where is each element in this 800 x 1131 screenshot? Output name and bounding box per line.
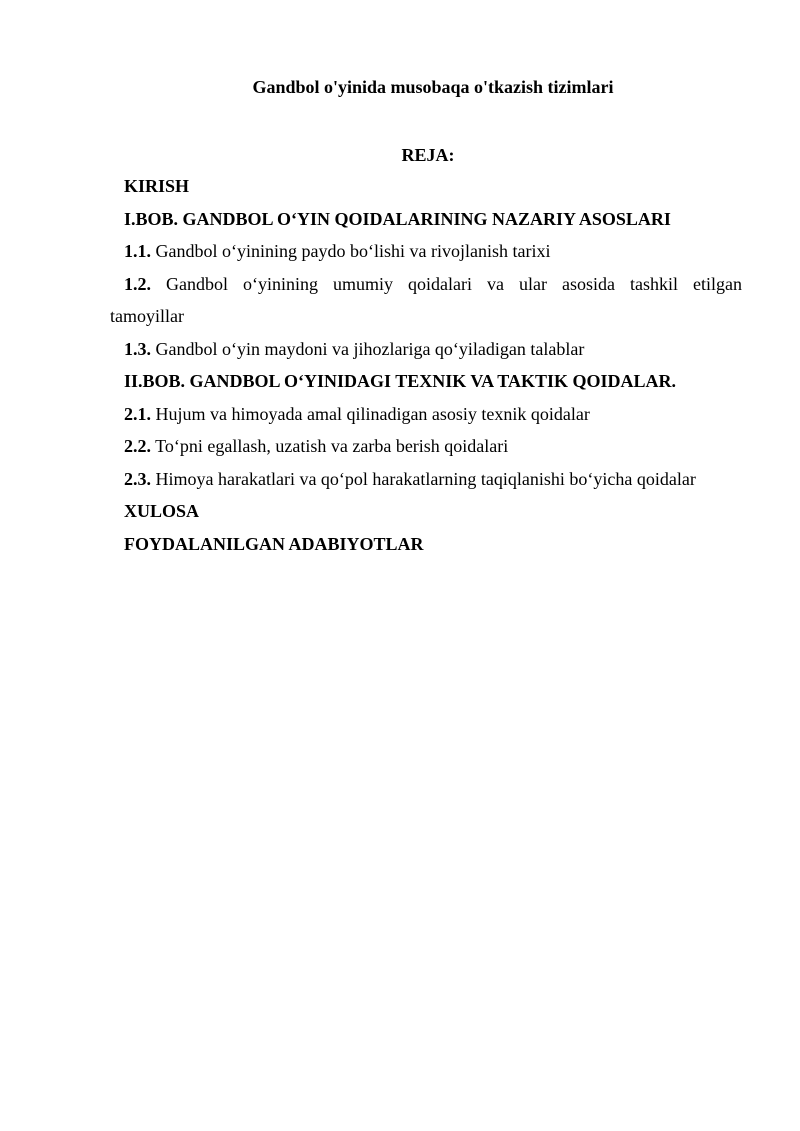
toc-item-1-1 [114, 239, 742, 272]
toc-item-label: XULOSA [124, 501, 200, 521]
toc-item-2-3 [114, 467, 742, 500]
toc-item-1-3 [114, 337, 742, 370]
toc-item-chapter-2 [114, 369, 742, 402]
toc-item-1-2 [114, 272, 742, 305]
toc-item-label: II.BOB. GANDBOL O‘YINIDAGI TEXNIK VA TAKTIK QOIDALAR. [124, 371, 676, 391]
toc-item-introduction [114, 174, 742, 207]
toc-item-number: 2.1. [124, 403, 151, 424]
toc-item-references [114, 532, 742, 565]
toc-item-2-1 [114, 402, 742, 435]
toc-item-number: 1.3. [124, 338, 151, 359]
toc-item-chapter-1 [114, 207, 742, 240]
toc-item-label: To‘pni egallash, uzatish va zarba berish qoidalari [151, 436, 509, 456]
toc-item-number: 2.2. [124, 436, 151, 456]
toc-item-label: Gandbol o‘yin maydoni va jihozlariga qo‘yiladigan talablar [151, 338, 585, 359]
plan-heading: REJA: [401, 145, 455, 165]
toc-item-1-2-continuation [110, 304, 742, 337]
toc-item-number: 1.1. [124, 241, 151, 261]
toc-item-label: I.BOB. GANDBOL O‘YIN QOIDALARINING NAZARIY ASOSLARI [124, 208, 671, 229]
toc-item-2-2 [114, 434, 742, 467]
toc-item-number: 1.2. [124, 273, 151, 294]
toc-item-conclusion [114, 499, 742, 532]
toc-item-label: KIRISH [124, 176, 190, 196]
toc-item-label: Gandbol o‘yinining umumiy qoidalari va ular asosida tashkil etilgan [151, 273, 742, 294]
toc-item-label: Himoya harakatlari va qo‘pol harakatlarning taqiqlanishi bo‘yicha qoidalar [151, 468, 696, 489]
table-of-contents [110, 174, 742, 564]
toc-item-label-continuation: tamoyillar [110, 306, 184, 326]
toc-item-number: 2.3. [124, 468, 151, 489]
toc-item-label: Hujum va himoyada amal qilinadigan asosiy texnik qoidalar [151, 403, 590, 424]
toc-item-label: FOYDALANILGAN ADABIYOTLAR [124, 533, 424, 554]
toc-item-label: Gandbol o‘yinining paydo bo‘lishi va rivojlanish tarixi [151, 241, 551, 261]
document-title: Gandbol o'yinida musobaqa o'tkazish tizimlari [252, 77, 614, 97]
